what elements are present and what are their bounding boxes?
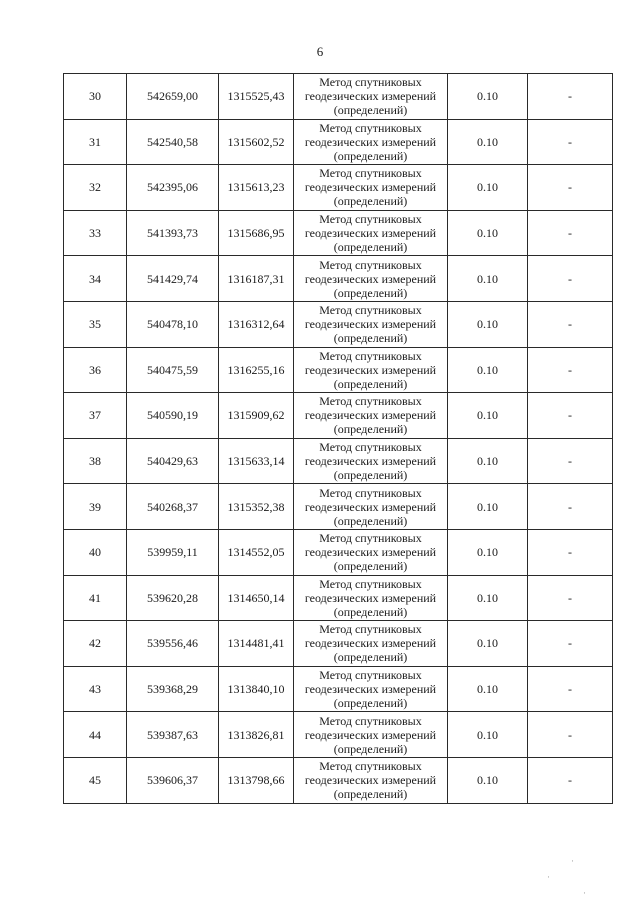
page-number: 6 <box>316 44 324 59</box>
accuracy-cell: 0.10 <box>448 119 528 165</box>
x-coordinate-cell: 540478,10 <box>127 301 219 347</box>
method-line: Метод спутниковых <box>319 713 422 728</box>
note-cell: - <box>528 256 613 302</box>
x-coordinate-cell: 540590,19 <box>127 393 219 439</box>
x-coordinate-cell: 541393,73 <box>127 210 219 256</box>
method-line: (определений) <box>333 787 408 802</box>
scan-speck: · <box>583 888 586 898</box>
method-line: Метод спутниковых <box>319 531 422 546</box>
method-line: (определений) <box>333 103 408 118</box>
point-number-cell: 43 <box>64 666 127 712</box>
method-cell <box>294 256 448 302</box>
y-coordinate-cell: 1313840,10 <box>219 666 294 712</box>
x-coordinate-cell: 539606,37 <box>127 757 219 803</box>
note-cell: - <box>528 301 613 347</box>
method-line: (определений) <box>333 194 408 209</box>
table-row <box>64 438 613 484</box>
method-cell <box>294 484 448 530</box>
method-line: Метод спутниковых <box>319 394 422 409</box>
note-cell: - <box>528 757 613 803</box>
note-cell: - <box>528 575 613 621</box>
note-cell: - <box>528 393 613 439</box>
method-cell <box>294 529 448 575</box>
method-line: геодезических измерений <box>304 727 437 742</box>
accuracy-cell: 0.10 <box>448 393 528 439</box>
scan-speck: · <box>547 872 550 882</box>
y-coordinate-cell: 1315686,95 <box>219 210 294 256</box>
method-line: (определений) <box>333 604 408 619</box>
x-coordinate-cell: 540475,59 <box>127 347 219 393</box>
method-line: Метод спутниковых <box>319 166 422 181</box>
method-line: геодезических измерений <box>304 454 437 469</box>
method-line: Метод спутниковых <box>319 257 422 272</box>
table-row <box>64 621 613 667</box>
y-coordinate-cell: 1316187,31 <box>219 256 294 302</box>
y-coordinate-cell: 1315602,52 <box>219 119 294 165</box>
x-coordinate-cell: 542540,58 <box>127 119 219 165</box>
table-row <box>64 393 613 439</box>
accuracy-cell: 0.10 <box>448 621 528 667</box>
accuracy-cell: 0.10 <box>448 757 528 803</box>
method-line: Метод спутниковых <box>319 303 422 318</box>
y-coordinate-cell: 1315613,23 <box>219 165 294 211</box>
table-row <box>64 712 613 758</box>
method-line: Метод спутниковых <box>319 485 422 500</box>
method-line: (определений) <box>333 148 408 163</box>
method-line: Метод спутниковых <box>319 348 422 363</box>
y-coordinate-cell: 1315525,43 <box>219 74 294 120</box>
table-row <box>64 74 613 120</box>
accuracy-cell: 0.10 <box>448 712 528 758</box>
method-line: (определений) <box>333 285 408 300</box>
method-line: геодезических измерений <box>304 134 437 149</box>
method-line: геодезических измерений <box>304 773 437 788</box>
method-cell <box>294 393 448 439</box>
y-coordinate-cell: 1315633,14 <box>219 438 294 484</box>
note-cell: - <box>528 210 613 256</box>
method-line: геодезических измерений <box>304 180 437 195</box>
x-coordinate-cell: 539959,11 <box>127 529 219 575</box>
method-line: (определений) <box>333 513 408 528</box>
table-row <box>64 165 613 211</box>
table-row <box>64 119 613 165</box>
method-line: Метод спутниковых <box>319 440 422 455</box>
method-line: геодезических измерений <box>304 590 437 605</box>
note-cell: - <box>528 712 613 758</box>
method-line: геодезических измерений <box>304 362 437 377</box>
point-number-cell: 36 <box>64 347 127 393</box>
x-coordinate-cell: 541429,74 <box>127 256 219 302</box>
point-number-cell: 35 <box>64 301 127 347</box>
accuracy-cell: 0.10 <box>448 575 528 621</box>
method-line: (определений) <box>333 741 408 756</box>
method-cell <box>294 757 448 803</box>
y-coordinate-cell: 1314650,14 <box>219 575 294 621</box>
method-cell <box>294 712 448 758</box>
method-line: Метод спутниковых <box>319 759 422 774</box>
method-line: геодезических измерений <box>304 226 437 241</box>
coordinates-table <box>63 73 613 804</box>
y-coordinate-cell: 1314481,41 <box>219 621 294 667</box>
method-line: (определений) <box>333 376 408 391</box>
table-row <box>64 256 613 302</box>
method-cell <box>294 621 448 667</box>
table-row <box>64 347 613 393</box>
method-line: (определений) <box>333 559 408 574</box>
method-line: (определений) <box>333 696 408 711</box>
accuracy-cell: 0.10 <box>448 438 528 484</box>
note-cell: - <box>528 119 613 165</box>
x-coordinate-cell: 540268,37 <box>127 484 219 530</box>
note-cell: - <box>528 347 613 393</box>
table-row <box>64 757 613 803</box>
method-line: Метод спутниковых <box>319 622 422 637</box>
y-coordinate-cell: 1316312,64 <box>219 301 294 347</box>
method-cell <box>294 438 448 484</box>
method-line: геодезических измерений <box>304 408 437 423</box>
note-cell: - <box>528 529 613 575</box>
point-number-cell: 37 <box>64 393 127 439</box>
method-cell <box>294 210 448 256</box>
y-coordinate-cell: 1315909,62 <box>219 393 294 439</box>
x-coordinate-cell: 539387,63 <box>127 712 219 758</box>
method-line: Метод спутниковых <box>319 120 422 135</box>
table-row <box>64 210 613 256</box>
table-row <box>64 529 613 575</box>
accuracy-cell: 0.10 <box>448 301 528 347</box>
method-line: геодезических измерений <box>304 636 437 651</box>
y-coordinate-cell: 1314552,05 <box>219 529 294 575</box>
method-cell <box>294 575 448 621</box>
table-row <box>64 301 613 347</box>
point-number-cell: 44 <box>64 712 127 758</box>
note-cell: - <box>528 438 613 484</box>
x-coordinate-cell: 542395,06 <box>127 165 219 211</box>
x-coordinate-cell: 540429,63 <box>127 438 219 484</box>
method-line: Метод спутниковых <box>319 75 422 90</box>
method-line: (определений) <box>333 240 408 255</box>
table-row <box>64 484 613 530</box>
point-number-cell: 38 <box>64 438 127 484</box>
accuracy-cell: 0.10 <box>448 165 528 211</box>
y-coordinate-cell: 1313798,66 <box>219 757 294 803</box>
method-line: геодезических измерений <box>304 317 437 332</box>
method-line: Метод спутниковых <box>319 212 422 227</box>
y-coordinate-cell: 1315352,38 <box>219 484 294 530</box>
method-line: (определений) <box>333 650 408 665</box>
method-line: (определений) <box>333 468 408 483</box>
x-coordinate-cell: 539620,28 <box>127 575 219 621</box>
note-cell: - <box>528 621 613 667</box>
method-cell <box>294 74 448 120</box>
note-cell: - <box>528 666 613 712</box>
method-line: (определений) <box>333 331 408 346</box>
accuracy-cell: 0.10 <box>448 347 528 393</box>
point-number-cell: 45 <box>64 757 127 803</box>
accuracy-cell: 0.10 <box>448 74 528 120</box>
method-line: геодезических измерений <box>304 499 437 514</box>
point-number-cell: 30 <box>64 74 127 120</box>
point-number-cell: 31 <box>64 119 127 165</box>
point-number-cell: 41 <box>64 575 127 621</box>
note-cell: - <box>528 484 613 530</box>
table-row <box>64 666 613 712</box>
point-number-cell: 40 <box>64 529 127 575</box>
method-line: геодезических измерений <box>304 271 437 286</box>
method-cell <box>294 165 448 211</box>
accuracy-cell: 0.10 <box>448 529 528 575</box>
y-coordinate-cell: 1313826,81 <box>219 712 294 758</box>
table-row <box>64 575 613 621</box>
method-line: Метод спутниковых <box>319 576 422 591</box>
point-number-cell: 42 <box>64 621 127 667</box>
x-coordinate-cell: 542659,00 <box>127 74 219 120</box>
x-coordinate-cell: 539556,46 <box>127 621 219 667</box>
accuracy-cell: 0.10 <box>448 256 528 302</box>
method-cell <box>294 119 448 165</box>
point-number-cell: 32 <box>64 165 127 211</box>
accuracy-cell: 0.10 <box>448 666 528 712</box>
point-number-cell: 33 <box>64 210 127 256</box>
accuracy-cell: 0.10 <box>448 210 528 256</box>
accuracy-cell: 0.10 <box>448 484 528 530</box>
method-line: геодезических измерений <box>304 682 437 697</box>
scan-speck: · <box>571 856 574 866</box>
method-line: геодезических измерений <box>304 545 437 560</box>
method-cell <box>294 347 448 393</box>
method-cell <box>294 666 448 712</box>
point-number-cell: 39 <box>64 484 127 530</box>
coordinates-table-body <box>64 74 613 804</box>
y-coordinate-cell: 1316255,16 <box>219 347 294 393</box>
method-line: геодезических измерений <box>304 89 437 104</box>
method-line: (определений) <box>333 422 408 437</box>
note-cell: - <box>528 74 613 120</box>
method-cell <box>294 301 448 347</box>
note-cell: - <box>528 165 613 211</box>
point-number-cell: 34 <box>64 256 127 302</box>
x-coordinate-cell: 539368,29 <box>127 666 219 712</box>
method-line: Метод спутниковых <box>319 668 422 683</box>
